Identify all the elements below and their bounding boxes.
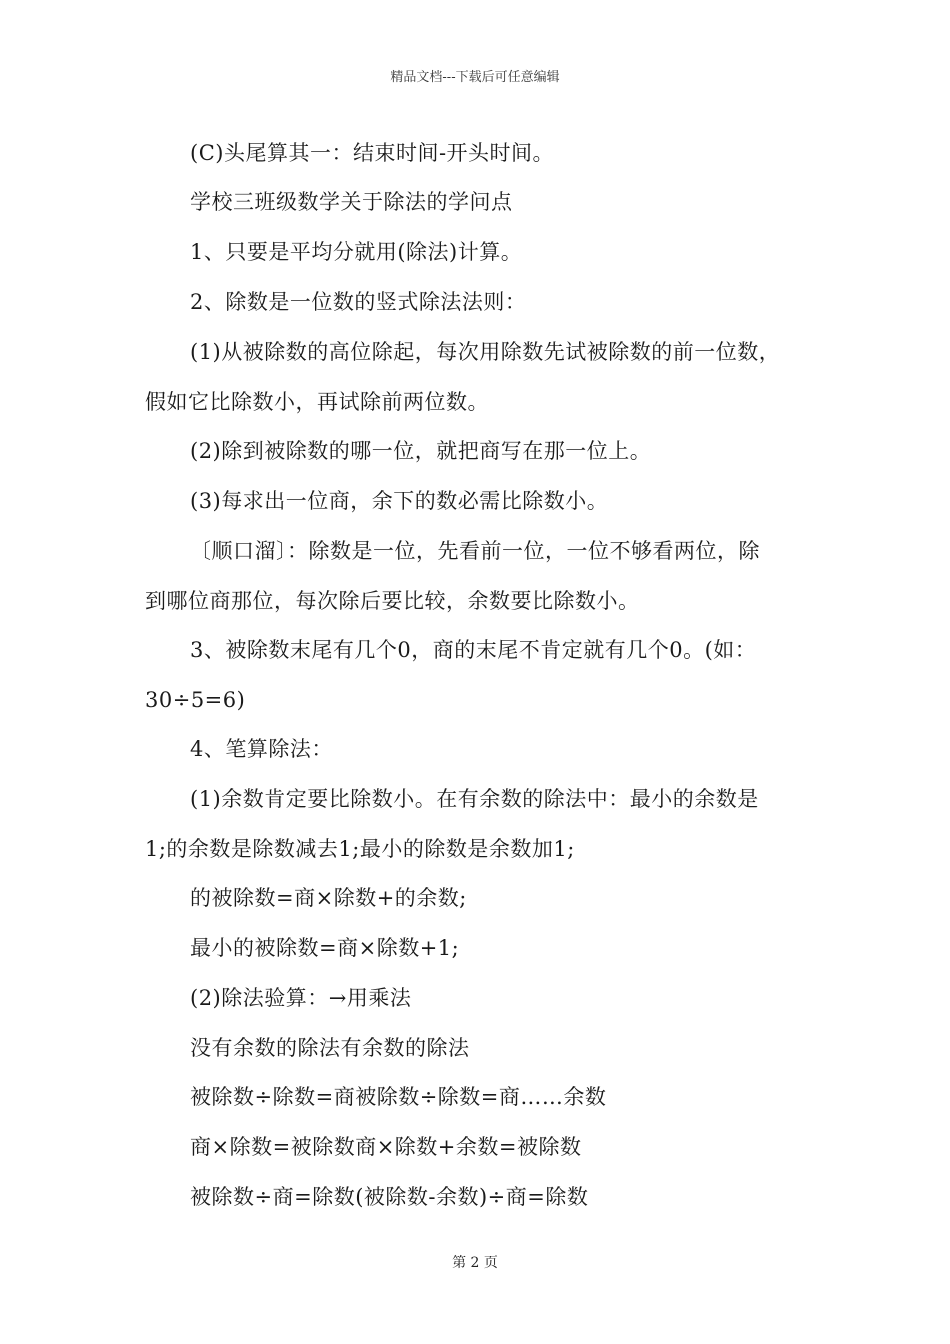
text-line: 30÷5=6) [145,688,246,712]
text-line: 4、笔算除法： [190,737,333,761]
section-title: 学校三班级数学关于除法的学问点 [190,190,513,214]
text-line: (3)每求出一位商，余下的数必需比除数小。 [190,489,609,513]
text-line: 1、只要是平均分就用(除法)计算。 [190,240,523,264]
text-line: (1)从被除数的高位除起，每次用除数先试被除数的前一位数， [190,340,781,364]
text-line: (1)余数肯定要比除数小。在有余数的除法中：最小的余数是 [190,787,759,811]
text-line: 没有余数的除法有余数的除法 [190,1036,470,1060]
text-line: 到哪位商那位，每次除后要比较，余数要比除数小。 [145,589,640,613]
text-line: 〔顺口溜〕：除数是一位，先看前一位，一位不够看两位，除 [190,539,760,563]
formula-line: 的被除数=商×除数+的余数; [190,886,467,910]
formula-line: 最小的被除数=商×除数+1; [190,936,460,960]
page-number: 第 2 页 [452,1255,498,1271]
text-line: 1;的余数是除数减去1;最小的除数是余数加1; [145,837,575,861]
text-line: 3、被除数末尾有几个0，商的末尾不肯定就有几个0。(如： [190,638,757,662]
text-line: (2)除到被除数的哪一位，就把商写在那一位上。 [190,439,652,463]
formula-line: 被除数÷除数=商被除数÷除数=商……余数 [190,1085,607,1109]
text-line: 假如它比除数小，再试除前两位数。 [145,390,489,414]
text-line: 2、除数是一位数的竖式除法法则： [190,290,527,314]
formula-line: 商×除数=被除数商×除数+余数=被除数 [190,1135,582,1159]
page-header: 精品文档---下载后可任意编辑 [390,70,560,85]
text-line: (C)头尾算其一：结束时间-开头时间。 [190,141,555,165]
formula-line: 被除数÷商=除数(被除数-余数)÷商=除数 [190,1185,589,1209]
text-line: (2)除法验算：→用乘法 [190,986,412,1010]
